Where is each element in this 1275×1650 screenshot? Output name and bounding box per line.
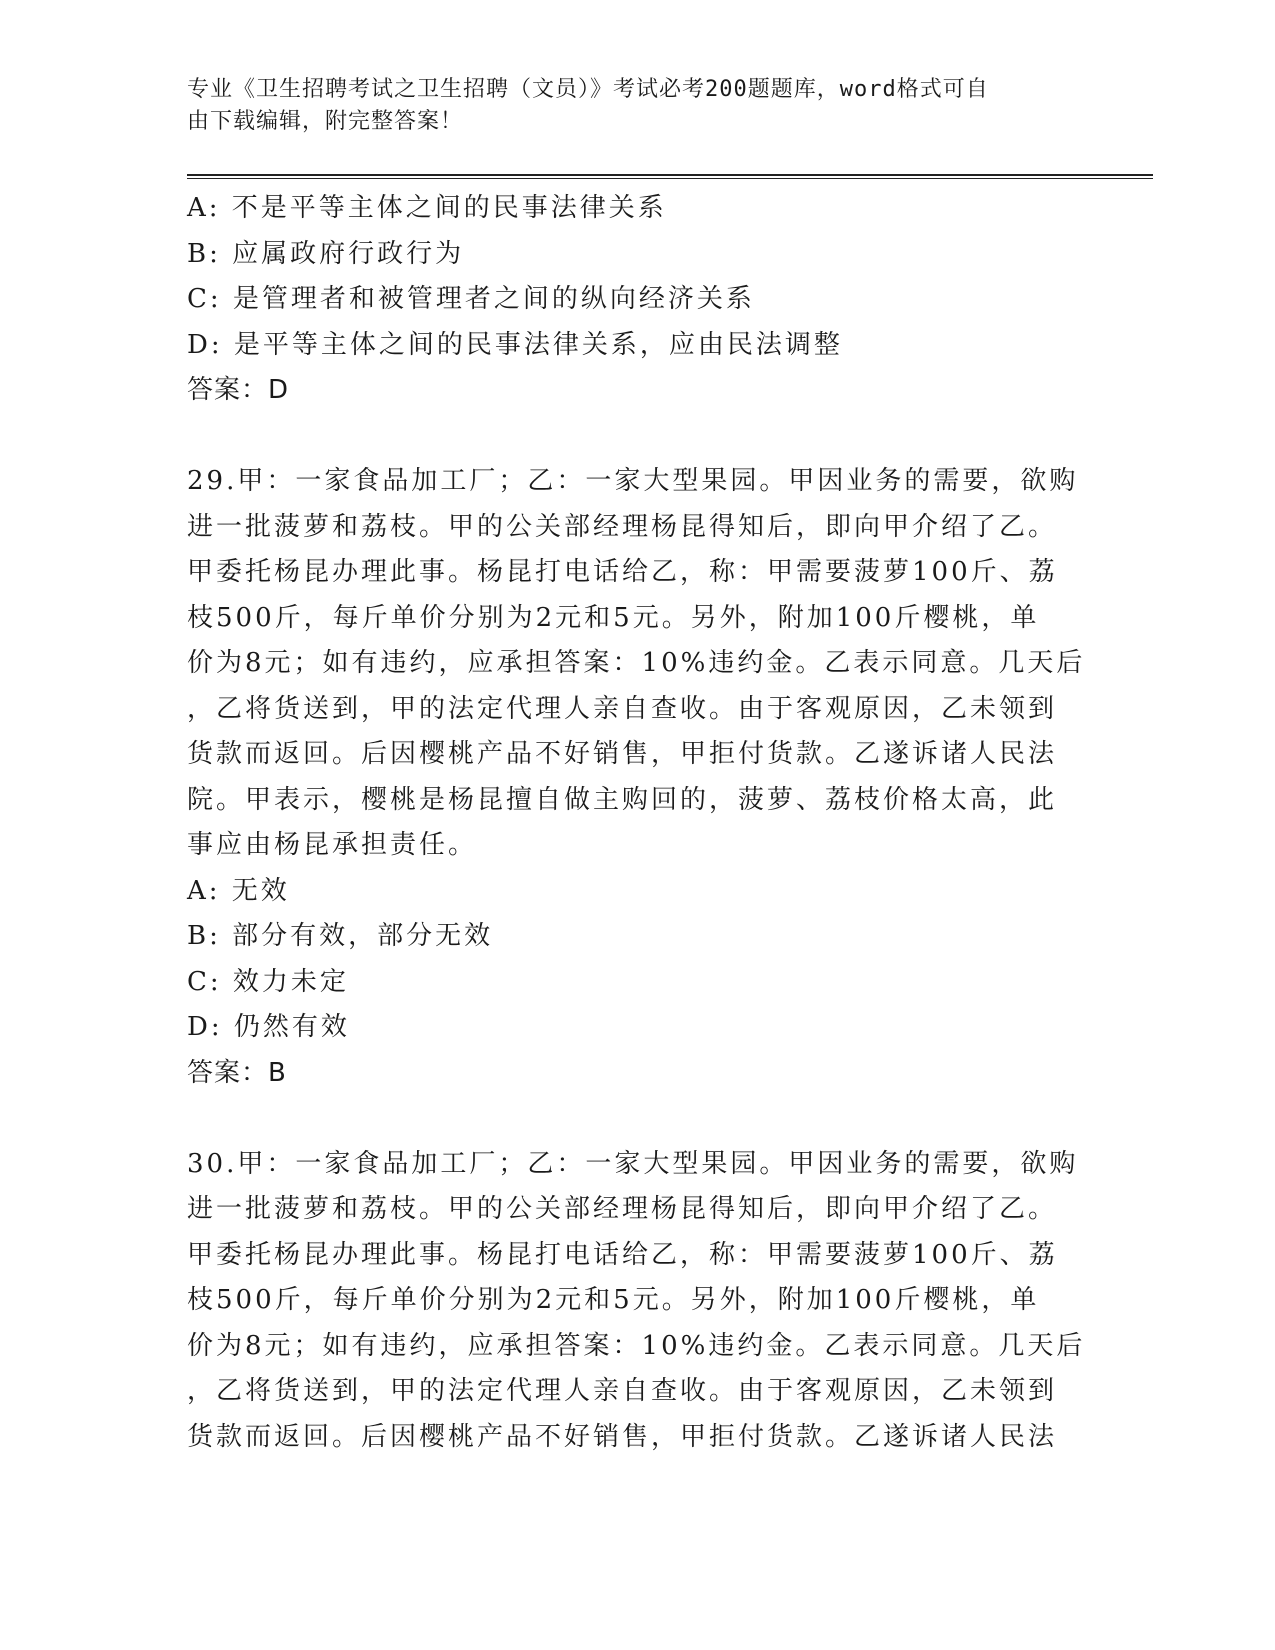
option-d: D: 是平等主体之间的民事法律关系，应由民法调整 — [187, 329, 843, 360]
stem-line: 价为8元；如有违约，应承担答案：10%违约金。乙表示同意。几天后 — [187, 1330, 1086, 1361]
option-b: B: 部分有效，部分无效 — [187, 921, 494, 951]
option-c: C: 是管理者和被管理者之间的纵向经济关系 — [187, 284, 755, 314]
stem-line: 甲委托杨昆办理此事。杨昆打电话给乙，称：甲需要菠萝100斤、荔 — [187, 557, 1058, 587]
page-header — [187, 74, 1067, 138]
question-29-stem — [187, 459, 1086, 869]
prev-question-options — [187, 186, 1077, 368]
stem-line: ，乙将货送到，甲的法定代理人亲自查收。由于客观原因，乙未领到 — [187, 693, 1058, 724]
header-line-2: 由下载编辑，附完整答案！ — [187, 109, 464, 134]
question-30-stem — [187, 1142, 1086, 1461]
stem-line: 货款而返回。后因樱桃产品不好销售，甲拒付货款。乙遂诉诸人民法 — [187, 739, 1058, 769]
stem-line: 甲委托杨昆办理此事。杨昆打电话给乙，称：甲需要菠萝100斤、荔 — [187, 1239, 1058, 1270]
question-30 — [187, 1142, 1086, 1461]
question-29-answer: 答案：B — [187, 1057, 287, 1088]
stem-line: 进一批菠萝和荔枝。甲的公关部经理杨昆得知后，即向甲介绍了乙。 — [187, 1194, 1058, 1224]
stem-line: 29.甲：一家食品加工厂；乙：一家大型果园。甲因业务的需要，欲购 — [187, 466, 1079, 496]
stem-line: 30.甲：一家食品加工厂；乙：一家大型果园。甲因业务的需要，欲购 — [187, 1148, 1079, 1179]
stem-line: 事应由杨昆承担责任。 — [187, 830, 478, 860]
prev-question-answer: 答案：D — [187, 375, 290, 405]
option-a: A: 不是平等主体之间的民事法律关系 — [187, 193, 667, 223]
option-b: B: 应属政府行政行为 — [187, 238, 465, 269]
question-29 — [187, 459, 1086, 1096]
document-body — [187, 186, 1086, 1460]
option-c: C: 效力未定 — [187, 966, 349, 997]
stem-line: 枝500斤，每斤单价分别为2元和5元。另外，附加100斤樱桃，单 — [187, 602, 1040, 633]
stem-line: 货款而返回。后因樱桃产品不好销售，甲拒付货款。乙遂诉诸人民法 — [187, 1421, 1058, 1452]
spacer — [187, 414, 1077, 460]
stem-line: ，乙将货送到，甲的法定代理人亲自查收。由于客观原因，乙未领到 — [187, 1376, 1058, 1406]
stem-line: 进一批菠萝和荔枝。甲的公关部经理杨昆得知后，即向甲介绍了乙。 — [187, 511, 1058, 542]
option-d: D: 仍然有效 — [187, 1012, 350, 1042]
stem-line: 枝500斤，每斤单价分别为2元和5元。另外，附加100斤樱桃，单 — [187, 1285, 1040, 1315]
spacer — [187, 1096, 1077, 1142]
header-line-1: 专业《卫生招聘考试之卫生招聘（文员）》考试必考200题题库，word格式可自 — [187, 77, 989, 102]
stem-line: 价为8元；如有违约，应承担答案：10%违约金。乙表示同意。几天后 — [187, 648, 1086, 678]
option-a: A: 无效 — [187, 875, 290, 906]
stem-line: 院。甲表示，樱桃是杨昆擅自做主购回的，菠萝、荔枝价格太高，此 — [187, 784, 1058, 815]
header-divider — [187, 174, 1153, 179]
question-29-options — [187, 869, 1077, 1051]
